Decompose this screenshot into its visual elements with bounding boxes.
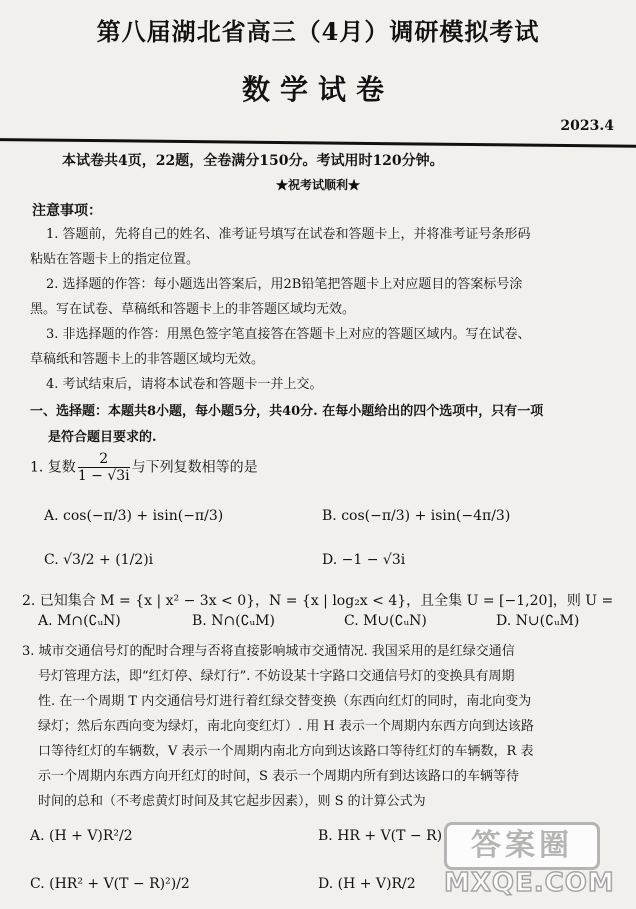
q3-line: 号灯管理方法，即“红灯停、绿灯行”. 不妨设某十字路口交通信号灯的变换具有周期 (38, 669, 515, 684)
q1-prefix: 1. 复数 (30, 459, 76, 476)
exam-date: 2023.4 (560, 118, 614, 134)
section-heading-cont: 是符合题目要求的. (48, 430, 157, 445)
watermark-logo: 答案圈 (444, 822, 600, 870)
notice-line: 4. 考试结束后，请将本试卷和答题卡一并上交。 (46, 377, 323, 392)
notice-line: 2. 选择题的作答：每小题选出答案后，用2B铅笔把答题卡上对应题目的答案标号涂 (46, 277, 523, 292)
watermark-url: MXQE.COM (444, 868, 615, 898)
q3-option-b: B. HR + V(T − R) (318, 828, 443, 844)
q3-option-a: A. (H + V)R²/2 (30, 828, 133, 844)
question-1 (30, 452, 258, 483)
q3-line: 绿灯；然后东西向变为绿灯，南北向变红灯）. 用 H 表示一个周期内东西方向到达该路 (38, 719, 534, 734)
section-heading: 一、选择题：本题共8小题，每小题5分，共40分. 在每小题给出的四个选项中，只有一项 (30, 404, 544, 419)
q1-option-a: A. cos(−π/3) + isin(−π/3) (44, 508, 224, 524)
notice-line: 1. 答题前，先将自己的姓名、准考证号填写在试卷和答题卡上，并将准考证号条形码 (46, 227, 531, 242)
q1-option-b: B. cos(−π/3) + isin(−4π/3) (322, 508, 511, 524)
q1-option-d: D. −1 − √3i (322, 552, 406, 568)
q3-option-c: C. (HR² + V(T − R)²)/2 (30, 876, 190, 892)
q3-line: 示一个周期内东西方向开红灯的时间，S 表示一个周期内所有到达该路口的车辆等待 (38, 769, 520, 784)
q2-option-d: D. N∪(∁ᵤM) (496, 613, 580, 629)
notice-line: 黑。写在试卷、草稿纸和答题卡上的非答题区域均无效。 (30, 302, 356, 317)
notice-line: 草稿纸和答题卡上的非答题区域均无效。 (30, 352, 265, 367)
q2-option-c: C. M∪(∁ᵤN) (344, 613, 427, 629)
exam-title: 第八届湖北省高三（4月）调研模拟考试 (96, 17, 540, 46)
site-watermark (444, 822, 619, 902)
q2-option-a: A. M∩(∁ᵤN) (38, 613, 121, 629)
exam-intro: 本试卷共4页，22题，全卷满分150分。考试用时120分钟。 (62, 153, 444, 169)
q2-option-b: B. N∩(∁ᵤM) (192, 613, 275, 629)
q1-fraction-denominator: 1 − √3i (77, 467, 130, 484)
notice-line: 3. 非选择题的作答：用黑色签字笔直接答在答题卡上对应的答题区域内。写在试卷、 (46, 327, 531, 342)
q1-option-c: C. √3/2 + (1/2)i (44, 552, 154, 568)
q1-fraction (78, 452, 130, 483)
q3-line: 性. 在一个周期 T 内交通信号灯进行着红绿交替变换（东西向红灯的同时，南北向变为 (38, 694, 532, 709)
question-2: 2. 已知集合 M = {x | x² − 3x < 0}，N = {x | log₂x < 4}，且全集 U = [−1,20]，则 U = (22, 593, 614, 609)
q1-fraction-numerator: 2 (99, 451, 109, 467)
q3-line: 时间的总和（不考虑黄灯时间及其它起步因素），则 S 的计算公式为 (38, 794, 426, 809)
q3-line: 3. 城市交通信号灯的配时合理与否将直接影响城市交通情况. 我国采用的是红绿交通信 (22, 644, 515, 659)
q1-suffix: 与下列复数相等的是 (131, 459, 258, 476)
q3-line: 口等待红灯的车辆数，V 表示一个周期内南北方向到达该路口等待红灯的车辆数，R 表 (38, 744, 534, 759)
notice-line: 粘贴在答题卡上的指定位置。 (30, 252, 200, 267)
q3-option-d: D. (H + V)R/2 (318, 876, 416, 892)
header-rule (0, 138, 636, 148)
good-luck-banner: ★祝考试顺利★ (275, 178, 360, 192)
notice-heading: 注意事项： (32, 203, 102, 219)
exam-subtitle: 数学试卷 (241, 73, 394, 106)
